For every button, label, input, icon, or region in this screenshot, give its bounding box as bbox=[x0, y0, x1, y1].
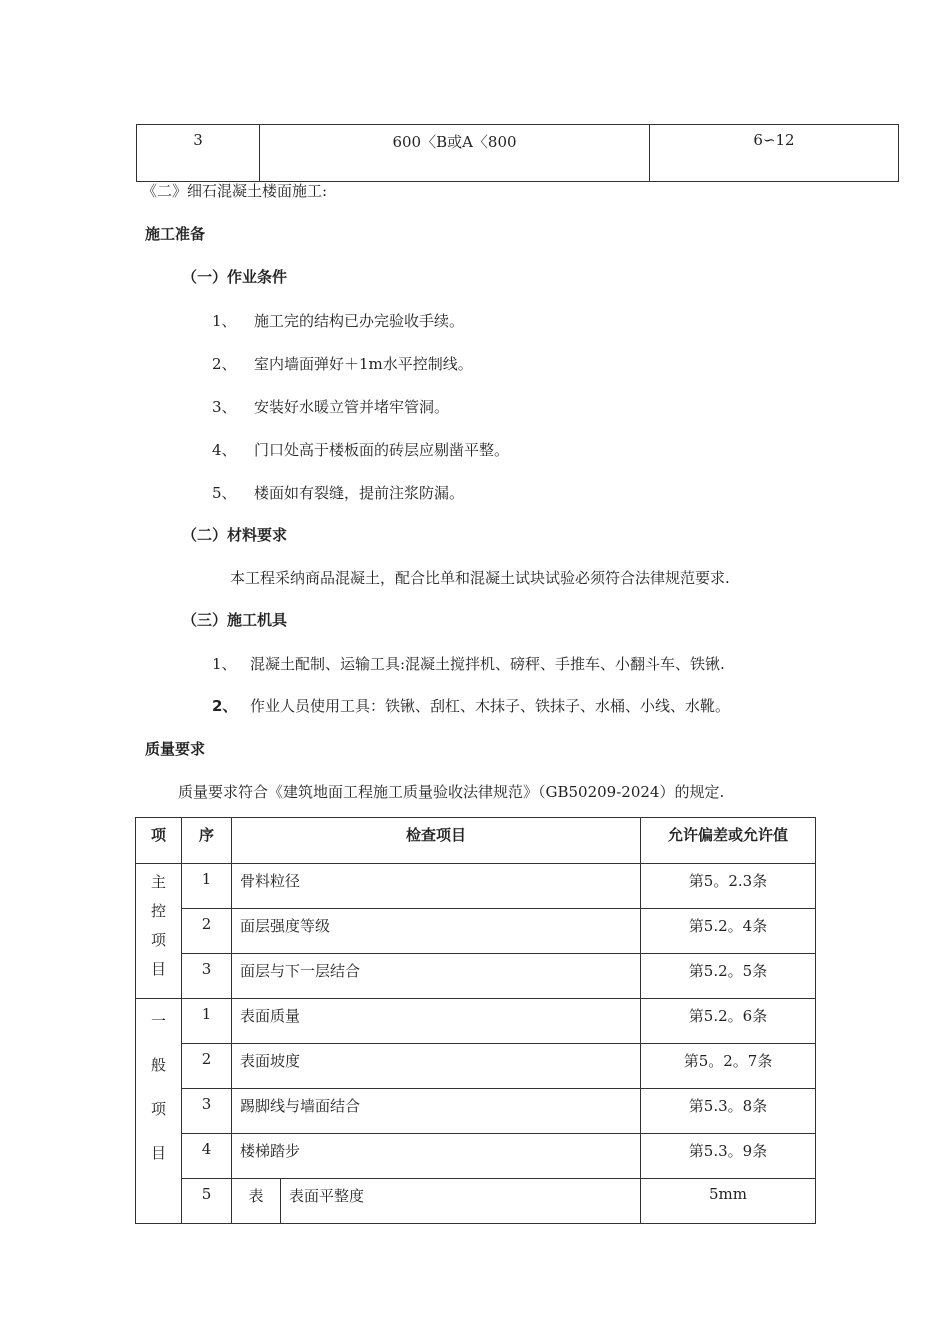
item-cell: 骨料粒径 bbox=[232, 864, 641, 909]
table-row bbox=[136, 1179, 816, 1224]
seq-cell: 3 bbox=[182, 954, 232, 999]
group-char: 目 bbox=[150, 960, 166, 978]
main-group-cell bbox=[136, 864, 182, 999]
table-row bbox=[136, 999, 816, 1044]
value-cell: 第5.2。6条 bbox=[641, 999, 816, 1044]
top-table bbox=[136, 124, 899, 182]
spec-cell: 600〈B或A〈800 bbox=[260, 125, 650, 182]
list-item-number: 3、 bbox=[212, 398, 237, 416]
table-row bbox=[136, 864, 816, 909]
header-category: 项 bbox=[136, 818, 182, 864]
quality-table bbox=[135, 817, 816, 1224]
table-row bbox=[136, 1134, 816, 1179]
item-cell: 踢脚线与墙面结合 bbox=[232, 1089, 641, 1134]
list-item: 室内墙面弹好＋1m水平控制线。 bbox=[254, 355, 473, 373]
section-title: 《二》细石混凝土楼面施工: bbox=[142, 182, 328, 200]
header-item: 检查项目 bbox=[232, 818, 641, 864]
list-item: 施工完的结构已办完验收手续。 bbox=[254, 312, 465, 330]
list-item-number: 4、 bbox=[212, 441, 237, 459]
tools-heading: （三）施工机具 bbox=[182, 611, 288, 629]
header-seq: 序 bbox=[182, 818, 232, 864]
general-group-cell bbox=[136, 999, 182, 1224]
item-cell: 表面平整度 bbox=[281, 1179, 641, 1224]
table-row bbox=[136, 1044, 816, 1089]
group-char: 一 bbox=[150, 1012, 166, 1030]
list-item: 作业人员使用工具：铁锹、刮杠、木抹子、铁抹子、水桶、小线、水靴。 bbox=[250, 697, 731, 715]
value-cell: 第5.3。9条 bbox=[641, 1134, 816, 1179]
list-item-number: 1、 bbox=[212, 312, 237, 330]
list-item-number: 1、 bbox=[212, 655, 237, 673]
group-char: 目 bbox=[150, 1144, 166, 1162]
value-cell: 第5。2.3条 bbox=[641, 864, 816, 909]
sub-category-cell: 表 bbox=[232, 1179, 281, 1224]
group-char: 项 bbox=[150, 1100, 166, 1118]
item-cell: 表面坡度 bbox=[232, 1044, 641, 1089]
group-char: 项 bbox=[150, 931, 166, 949]
prep-heading: 施工准备 bbox=[145, 225, 206, 243]
table-header-row bbox=[136, 818, 816, 864]
list-item-number: 2、 bbox=[212, 355, 237, 373]
table-row bbox=[136, 954, 816, 999]
table-row bbox=[136, 1089, 816, 1134]
list-item: 门口处高于楼板面的砖层应剔凿平整。 bbox=[254, 441, 510, 459]
group-char: 主 bbox=[150, 873, 166, 891]
value-cell: 第5。2。7条 bbox=[641, 1044, 816, 1089]
group-char: 控 bbox=[150, 902, 166, 920]
item-cell: 楼梯踏步 bbox=[232, 1134, 641, 1179]
seq-cell: 3 bbox=[182, 1089, 232, 1134]
value-cell: 第5.2。5条 bbox=[641, 954, 816, 999]
seq-cell: 2 bbox=[182, 909, 232, 954]
seq-cell: 2 bbox=[182, 1044, 232, 1089]
seq-cell: 1 bbox=[182, 864, 232, 909]
value-cell: 5mm bbox=[641, 1179, 816, 1224]
materials-heading: （二）材料要求 bbox=[182, 526, 288, 544]
value-cell: 第5.3。8条 bbox=[641, 1089, 816, 1134]
table-row bbox=[137, 125, 899, 182]
item-cell: 面层与下一层结合 bbox=[232, 954, 641, 999]
list-item: 安装好水暖立管并堵牢管洞。 bbox=[254, 398, 450, 416]
seq-cell: 4 bbox=[182, 1134, 232, 1179]
value-cell: 第5.2。4条 bbox=[641, 909, 816, 954]
item-cell: 表面质量 bbox=[232, 999, 641, 1044]
quality-heading: 质量要求 bbox=[145, 740, 206, 758]
seq-cell: 1 bbox=[182, 999, 232, 1044]
row-number: 3 bbox=[137, 125, 260, 182]
list-item: 楼面如有裂缝，提前注浆防漏。 bbox=[254, 484, 465, 502]
group-char: 般 bbox=[150, 1056, 166, 1074]
conditions-heading: （一）作业条件 bbox=[182, 268, 288, 286]
table-row bbox=[136, 909, 816, 954]
item-cell: 面层强度等级 bbox=[232, 909, 641, 954]
list-item: 混凝土配制、运输工具:混凝土搅拌机、磅秤、手推车、小翻斗车、铁锹. bbox=[250, 655, 725, 673]
quality-text: 质量要求符合《建筑地面工程施工质量验收法律规范》（GB50209-2024）的规定. bbox=[178, 783, 725, 801]
seq-cell: 5 bbox=[182, 1179, 232, 1224]
materials-text: 本工程采纳商品混凝土，配合比单和混凝土试块试验必须符合法律规范要求. bbox=[230, 569, 730, 587]
list-item-number: 2、 bbox=[212, 697, 238, 715]
value-cell: 6∽12 bbox=[650, 125, 899, 182]
header-value: 允许偏差或允许值 bbox=[641, 818, 816, 864]
list-item-number: 5、 bbox=[212, 484, 237, 502]
